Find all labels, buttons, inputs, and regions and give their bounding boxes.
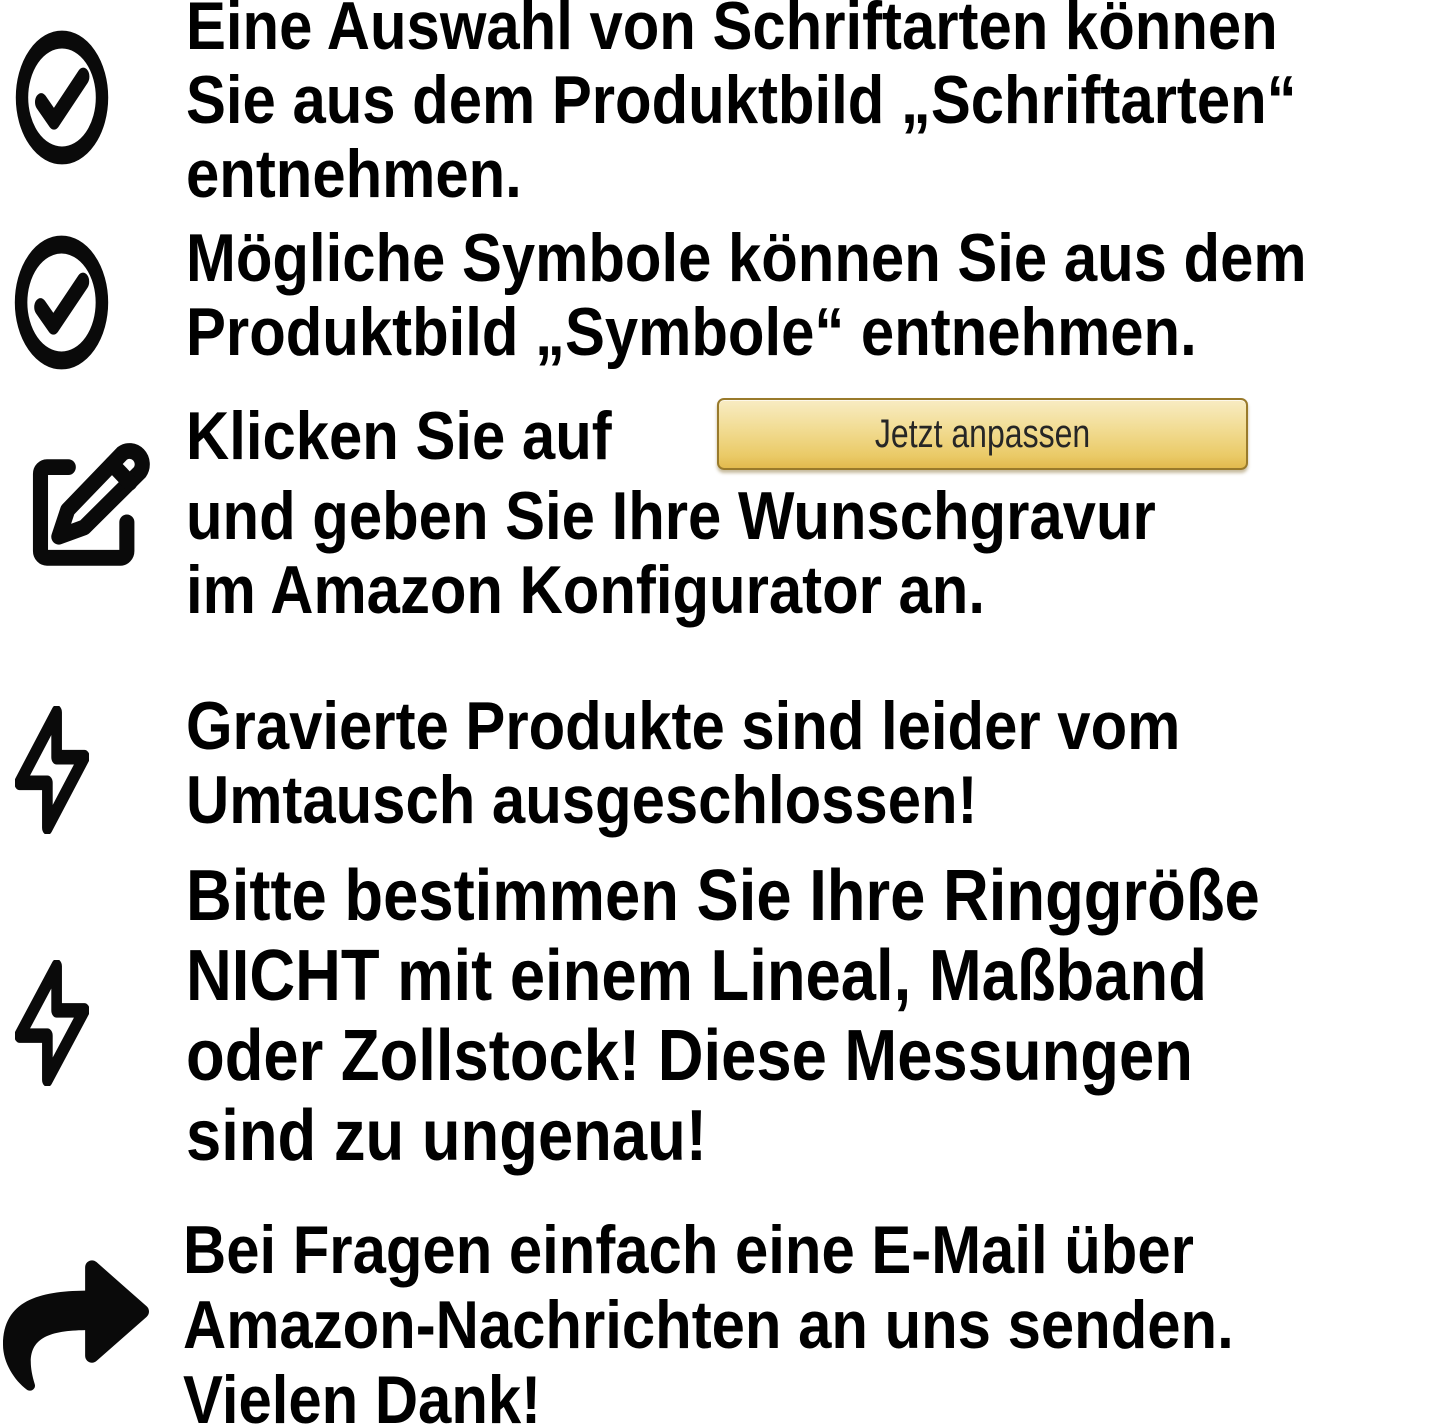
instruction-line: Umtausch ausgeschlossen!	[186, 762, 978, 838]
instruction-line: Produktbild „Symbole“ entnehmen.	[186, 294, 1197, 370]
instruction-line: entnehmen.	[186, 136, 522, 212]
instruction-no-exchange	[186, 689, 1180, 837]
instruction-customize-intro	[186, 399, 612, 473]
instruction-contact	[183, 1213, 1234, 1427]
instruction-line: Eine Auswahl von Schriftarten können	[186, 0, 1278, 64]
forward-arrow-icon	[3, 1258, 149, 1393]
instruction-line: NICHT mit einem Lineal, Maßband	[186, 936, 1207, 1016]
instruction-line: Bitte bestimmen Sie Ihre Ringgröße	[186, 856, 1260, 936]
instruction-line: Mögliche Symbole können Sie aus dem	[186, 220, 1307, 296]
instruction-line: Vielen Dank!	[183, 1362, 542, 1427]
instruction-symbols	[186, 221, 1307, 369]
instruction-line: im Amazon Konfigurator an.	[186, 552, 985, 628]
lightning-bolt-icon	[15, 706, 89, 834]
instruction-line: Klicken Sie auf	[186, 398, 612, 474]
check-circle-icon	[14, 28, 110, 167]
lightning-bolt-icon	[15, 960, 89, 1086]
instruction-line: sind zu ungenau!	[186, 1096, 707, 1176]
instruction-line: Bei Fragen einfach eine E-Mail über	[183, 1212, 1194, 1288]
instruction-line: Sie aus dem Produktbild „Schriftarten“	[186, 62, 1297, 138]
instruction-line: Amazon-Nachrichten an uns senden.	[183, 1287, 1234, 1363]
instruction-customize	[186, 479, 1156, 627]
instruction-line: Gravierte Produkte sind leider vom	[186, 688, 1181, 764]
instruction-ring-size	[186, 856, 1260, 1176]
instruction-fonts	[186, 0, 1297, 211]
jetzt-anpassen-button[interactable]	[717, 398, 1248, 470]
edit-pencil-icon	[18, 433, 160, 582]
check-circle-icon	[13, 233, 110, 372]
instruction-line: und geben Sie Ihre Wunschgravur	[186, 478, 1156, 554]
instruction-line: oder Zollstock! Diese Messungen	[186, 1016, 1193, 1096]
jetzt-anpassen-button-label: Jetzt anpassen	[874, 411, 1091, 456]
